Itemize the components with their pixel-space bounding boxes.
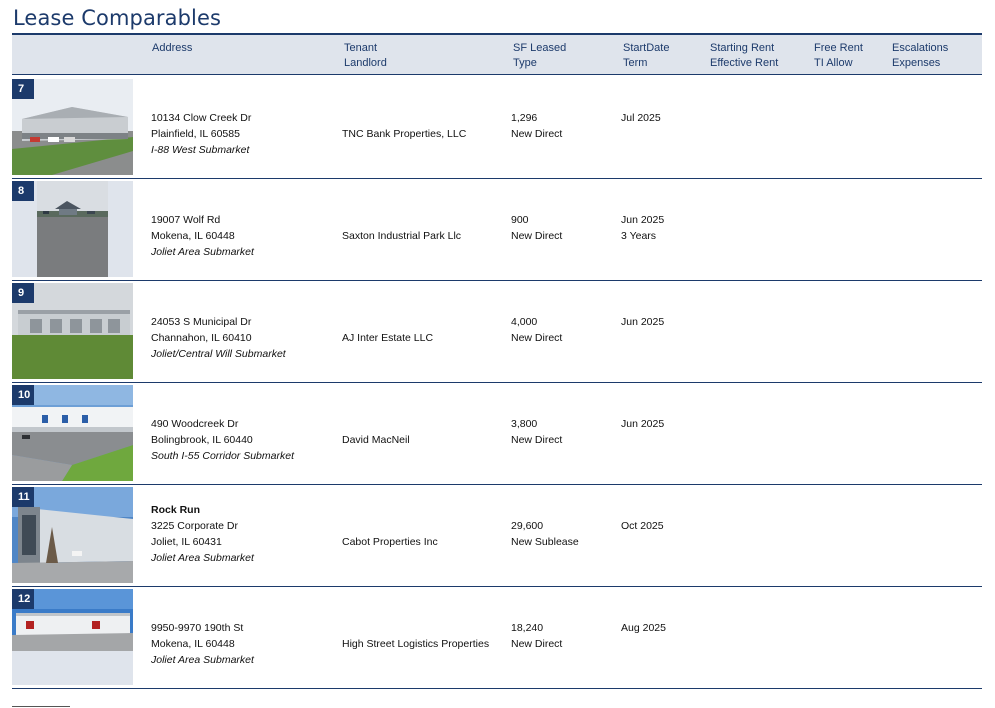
start-term-cell: [621, 314, 664, 330]
start-term-cell: [621, 620, 666, 636]
sf-type-cell: [511, 314, 562, 346]
landlord: TNC Bank Properties, LLC: [342, 128, 467, 140]
address-cell: [151, 314, 286, 362]
submarket: Joliet/Central Will Submarket: [151, 348, 286, 360]
start-date: Aug 2025: [621, 622, 666, 634]
comp-number: 8: [12, 181, 34, 201]
lease-type: New Direct: [511, 332, 563, 344]
comp-number: 10: [12, 385, 34, 405]
sf-leased: 18,240: [511, 622, 544, 634]
address-cell: [151, 416, 294, 464]
start-term-cell: [621, 110, 661, 126]
street: 19007 Wolf Rd: [151, 214, 221, 226]
sf-leased: 900: [511, 214, 529, 226]
page-title: Lease Comparables: [13, 6, 222, 30]
sf-leased: 3,800: [511, 418, 538, 430]
lease-type: New Direct: [511, 434, 563, 446]
comp-number: 11: [12, 487, 34, 507]
header-escalations-expenses: Escalations Expenses: [892, 42, 949, 69]
city: Channahon, IL 60410: [151, 332, 252, 344]
start-term-cell: [621, 518, 664, 534]
landlord: David MacNeil: [342, 434, 410, 446]
table-row[interactable]: [12, 179, 982, 281]
city: Bolingbrook, IL 60440: [151, 434, 253, 446]
header-address: Address: [152, 42, 193, 54]
sf-type-cell: [511, 518, 579, 550]
sf-leased: 4,000: [511, 316, 538, 328]
term: 3 Years: [621, 230, 657, 242]
header-free-ti: Free Rent TI Allow: [814, 42, 863, 69]
submarket: Joliet Area Submarket: [151, 654, 254, 666]
lease-type: New Direct: [511, 128, 563, 140]
landlord: High Street Logistics Properties: [342, 638, 490, 650]
lease-type: New Direct: [511, 230, 563, 242]
header-start-term: StartDate Term: [623, 42, 670, 69]
city: Mokena, IL 60448: [151, 230, 235, 242]
header-rent: Starting Rent Effective Rent: [710, 42, 779, 69]
address-cell: [151, 212, 254, 260]
comp-number: 9: [12, 283, 34, 303]
submarket: I-88 West Submarket: [151, 144, 250, 156]
property-photo-image: [37, 181, 108, 277]
landlord: Cabot Properties Inc: [342, 536, 438, 548]
sf-type-cell: [511, 416, 562, 448]
start-date: Jul 2025: [621, 112, 661, 124]
street: 3225 Corporate Dr: [151, 520, 238, 532]
table-header: [12, 33, 982, 75]
lease-type: New Direct: [511, 638, 563, 650]
start-term-cell: [621, 212, 664, 244]
header-tenant-landlord: Tenant Landlord: [344, 42, 387, 69]
comp-number: 7: [12, 79, 34, 99]
start-date: Oct 2025: [621, 520, 664, 532]
start-date: Jun 2025: [621, 316, 665, 328]
street: 9950-9970 190th St: [151, 622, 244, 634]
landlord: AJ Inter Estate LLC: [342, 332, 434, 344]
address-cell: [151, 620, 254, 668]
header-sf-type: SF Leased Type: [513, 42, 567, 69]
table-row[interactable]: [12, 383, 982, 485]
sf-leased: 1,296: [511, 112, 538, 124]
street: 490 Woodcreek Dr: [151, 418, 239, 430]
comp-number: 12: [12, 589, 34, 609]
start-date: Jun 2025: [621, 214, 665, 226]
street: 24053 S Municipal Dr: [151, 316, 252, 328]
submarket: Joliet Area Submarket: [151, 246, 254, 258]
address-cell: [151, 110, 251, 158]
sf-type-cell: [511, 620, 562, 652]
city: Mokena, IL 60448: [151, 638, 235, 650]
table-row[interactable]: [12, 587, 982, 689]
city: Plainfield, IL 60585: [151, 128, 240, 140]
submarket: South I-55 Corridor Submarket: [151, 450, 294, 462]
table-row[interactable]: [12, 77, 982, 179]
submarket: Joliet Area Submarket: [151, 552, 254, 564]
start-date: Jun 2025: [621, 418, 665, 430]
sf-leased: 29,600: [511, 520, 544, 532]
street: 10134 Clow Creek Dr: [151, 112, 252, 124]
footer-rule: [12, 706, 70, 707]
table-row[interactable]: [12, 281, 982, 383]
landlord: Saxton Industrial Park Llc: [342, 230, 462, 242]
property-name: Rock Run: [151, 504, 201, 516]
city: Joliet, IL 60431: [151, 536, 222, 548]
sf-type-cell: [511, 110, 562, 142]
sf-type-cell: [511, 212, 562, 244]
start-term-cell: [621, 416, 664, 432]
lease-type: New Sublease: [511, 536, 579, 548]
table-row[interactable]: [12, 485, 982, 587]
address-cell: [151, 502, 254, 566]
